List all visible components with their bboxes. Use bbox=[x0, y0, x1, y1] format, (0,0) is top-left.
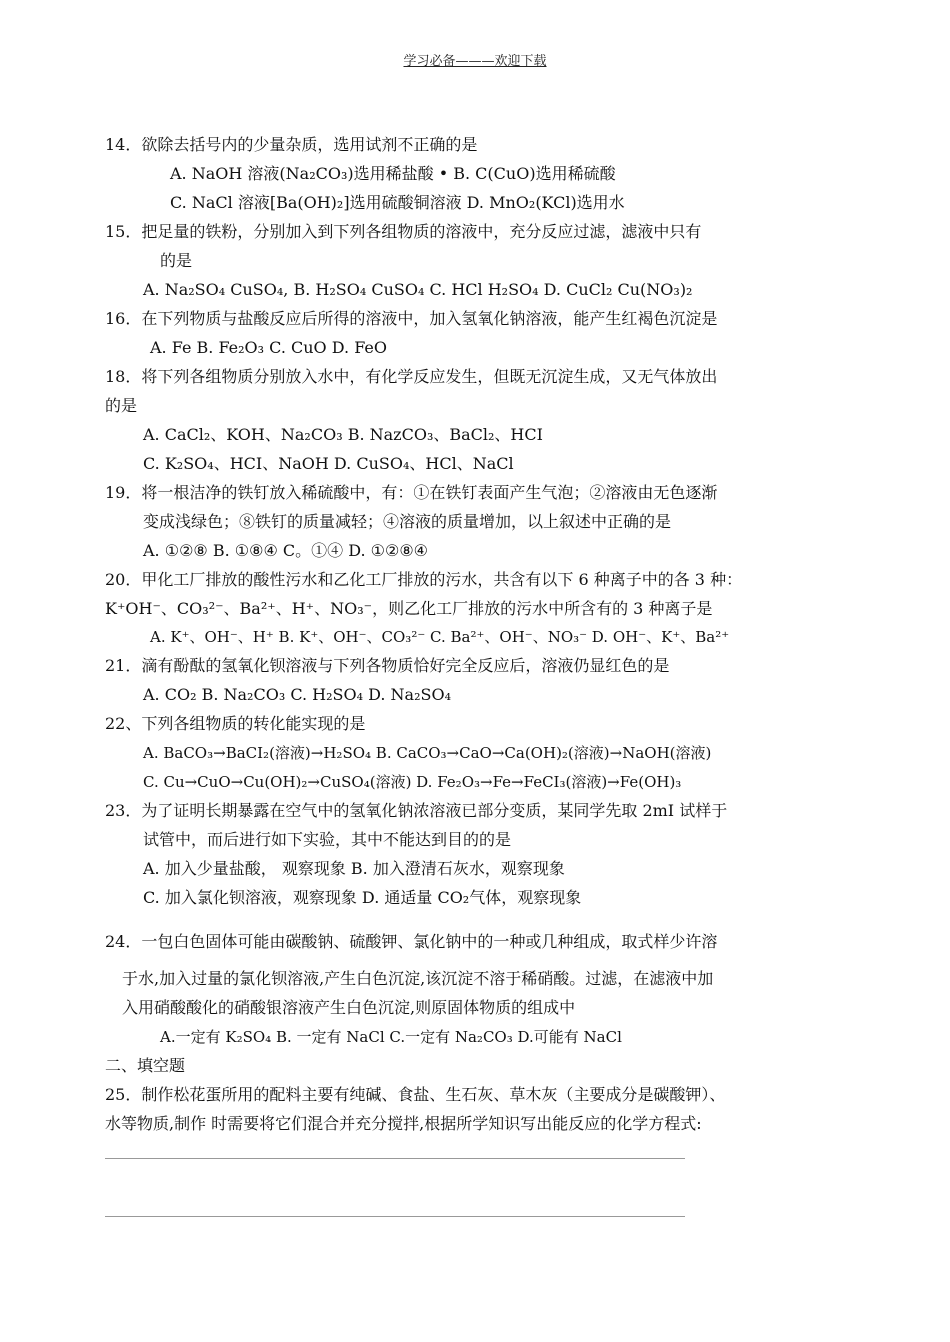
question-23-cont: 试管中，而后进行如下实验，其中不能达到目的的是 bbox=[143, 830, 512, 849]
q23-options-cd: C. 加入氯化钡溶液，观察现象 D. 通适量 CO₂气体，观察现象 bbox=[143, 888, 582, 907]
q18-options-cd: C. K₂SO₄、HCI、NaOH D. CuSO₄、HCl、NaCl bbox=[143, 454, 514, 473]
q15-options: A. Na₂SO₄ CuSO₄, B. H₂SO₄ CuSO₄ C. HCl H₂SO₄ D. CuCl₂ Cu(NO₃)₂ bbox=[143, 280, 693, 299]
question-14: 14．欲除去括号内的少量杂质，选用试剂不正确的是 bbox=[105, 135, 478, 154]
question-18-cont: 的是 bbox=[105, 396, 138, 415]
q20-options: A. K⁺、OH⁻、H⁺ B. K⁺、OH⁻、CO₃²⁻ C. Ba²⁺、OH⁻、NO₃⁻ D. OH⁻、K⁺、Ba²⁺ bbox=[150, 628, 730, 646]
question-25-cont: 水等物质,制作 时需要将它们混合并充分搅拌,根据所学知识写出能反应的化学方程式: bbox=[105, 1114, 702, 1133]
q14-options-ab: A. NaOH 溶液(Na₂CO₃)选用稀盐酸 • B. C(CuO)选用稀硫酸 bbox=[170, 164, 616, 183]
question-24: 24．一包白色固体可能由碳酸钠、硫酸钾、氯化钠中的一种或几种组成，取式样少许溶 bbox=[105, 932, 718, 951]
question-20: 20．甲化工厂排放的酸性污水和乙化工厂排放的污水，共含有以下 6 种离子中的各 3 种： bbox=[105, 570, 743, 589]
q24-options: A.一定有 K₂SO₄ B. 一定有 NaCl C.一定有 Na₂CO₃ D.可能有 NaCl bbox=[160, 1028, 622, 1046]
q22-options-cd: C. Cu→CuO→Cu(OH)₂→CuSO₄(溶液) D. Fe₂O₃→Fe→FeCI₃(溶液)→Fe(OH)₃ bbox=[143, 773, 682, 791]
q23-options-ab: A. 加入少量盐酸， 观察现象 B. 加入澄清石灰水，观察现象 bbox=[143, 859, 565, 878]
question-19: 19．将一根洁净的铁钉放入稀硫酸中，有：①在铁钉表面产生气泡；②溶液由无色逐渐 bbox=[105, 483, 718, 502]
question-22: 22、下列各组物质的转化能实现的是 bbox=[105, 714, 366, 733]
section-fill-in: 二、填空题 bbox=[105, 1056, 186, 1075]
q16-options: A. Fe B. Fe₂O₃ C. CuO D. FeO bbox=[150, 338, 387, 357]
question-24-cont1: 于水,加入过量的氯化钡溶液,产生白色沉淀,该沉淀不溶于稀硝酸。过滤，在滤液中加 bbox=[122, 969, 714, 988]
question-15: 15．把足量的铁粉，分别加入到下列各组物质的溶液中，充分反应过滤，滤液中只有 bbox=[105, 222, 702, 241]
answer-line bbox=[105, 1158, 685, 1159]
question-15-cont: 的是 bbox=[160, 251, 193, 270]
question-21: 21．滴有酚酞的氢氧化钡溶液与下列各物质恰好完全反应后，溶液仍显红色的是 bbox=[105, 656, 670, 675]
q21-options: A. CO₂ B. Na₂CO₃ C. H₂SO₄ D. Na₂SO₄ bbox=[143, 685, 451, 704]
q22-options-ab: A. BaCO₃→BaCI₂(溶液)→H₂SO₄ B. CaCO₃→CaO→Ca(OH)₂(溶液)→NaOH(溶液) bbox=[143, 744, 712, 762]
q19-options: A. ①②⑧ B. ①⑧④ C。①④ D. ①②⑧④ bbox=[143, 541, 429, 560]
q18-options-ab: A. CaCl₂、KOH、Na₂CO₃ B. NazCO₃、BaCl₂、HCI bbox=[143, 425, 543, 444]
question-23: 23．为了证明长期暴露在空气中的氢氧化钠浓溶液已部分变质，某同学先取 2mI 试样于 bbox=[105, 801, 728, 820]
question-25: 25．制作松花蛋所用的配料主要有纯碱、食盐、生石灰、草木灰（主要成分是碳酸钾）、 bbox=[105, 1085, 726, 1104]
question-18: 18．将下列各组物质分别放入水中，有化学反应发生，但既无沉淀生成，又无气体放出 bbox=[105, 367, 718, 386]
question-20-cont: K⁺OH⁻、CO₃²⁻、Ba²⁺、H⁺、NO₃⁻，则乙化工厂排放的污水中所含有的 3 种离子是 bbox=[105, 599, 713, 618]
q14-options-cd: C. NaCl 溶液[Ba(OH)₂]选用硫酸铜溶液 D. MnO₂(KCl)选用水 bbox=[170, 193, 625, 212]
page-header: 学习必备———欢迎下载 bbox=[403, 54, 547, 69]
question-24-cont2: 入用硝酸酸化的硝酸银溶液产生白色沉淀,则原固体物质的组成中 bbox=[122, 998, 576, 1017]
question-16: 16．在下列物质与盐酸反应后所得的溶液中，加入氢氧化钠溶液，能产生红褐色沉淀是 bbox=[105, 309, 718, 328]
question-19-cont: 变成浅绿色；⑧铁钉的质量减轻；④溶液的质量增加，以上叙述中正确的是 bbox=[143, 512, 672, 531]
answer-line bbox=[105, 1216, 685, 1217]
